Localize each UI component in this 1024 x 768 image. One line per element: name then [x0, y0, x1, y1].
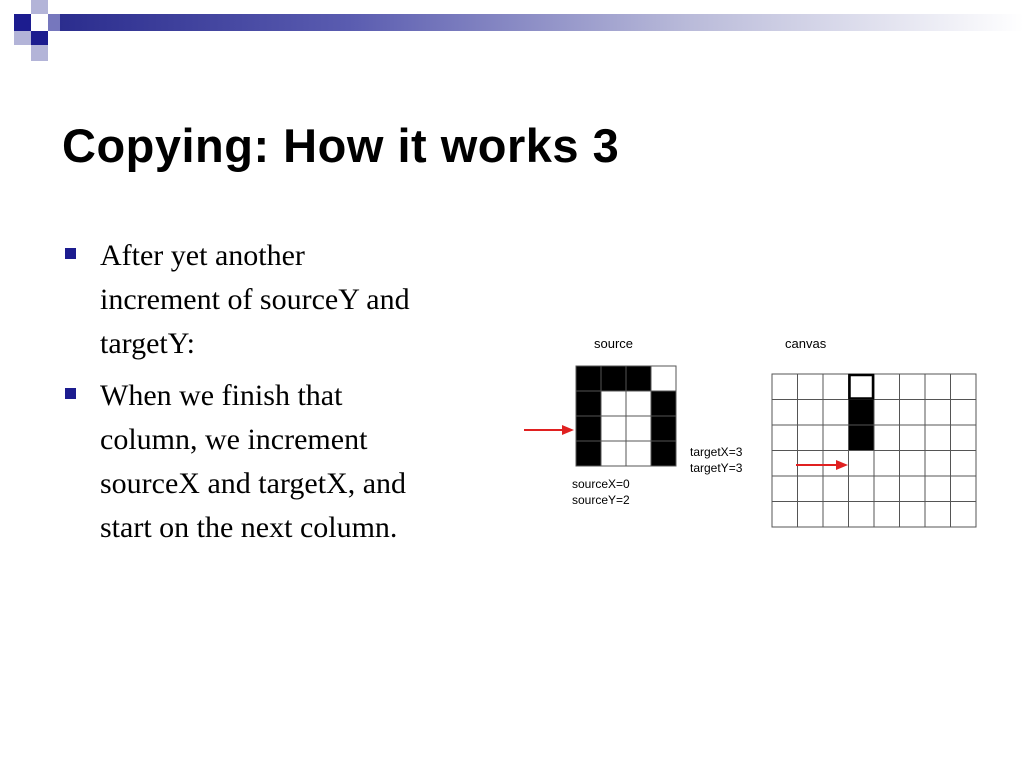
canvas-cell — [772, 502, 798, 528]
source-cell — [576, 366, 601, 391]
canvas-cell — [925, 451, 951, 477]
source-arrow-icon — [524, 425, 574, 435]
bullet-item — [64, 234, 504, 366]
canvas-cell — [874, 476, 900, 502]
canvas-cell — [951, 425, 977, 451]
target-y-label: targetY=3 — [690, 461, 743, 475]
canvas-cell — [925, 374, 951, 400]
canvas-cell — [951, 451, 977, 477]
source-cell — [601, 366, 626, 391]
corner-square — [31, 0, 48, 14]
canvas-cell — [900, 502, 926, 528]
source-cell — [651, 441, 676, 466]
canvas-cell — [874, 374, 900, 400]
canvas-cell — [772, 400, 798, 426]
canvas-cell — [798, 451, 824, 477]
canvas-cell — [925, 400, 951, 426]
canvas-cell — [772, 374, 798, 400]
corner-square — [48, 14, 60, 31]
canvas-cell — [849, 476, 875, 502]
canvas-cell — [823, 476, 849, 502]
source-grid — [576, 366, 676, 466]
corner-square — [31, 14, 48, 31]
canvas-cell — [900, 400, 926, 426]
canvas-cell — [900, 374, 926, 400]
corner-square — [14, 31, 31, 45]
canvas-cell — [900, 425, 926, 451]
canvas-cell — [772, 451, 798, 477]
canvas-cell — [874, 451, 900, 477]
source-cell — [576, 416, 601, 441]
copy-diagram — [518, 330, 988, 540]
canvas-cell — [874, 400, 900, 426]
canvas-cell — [798, 502, 824, 528]
canvas-cell — [823, 374, 849, 400]
source-x-label: sourceX=0 — [572, 477, 630, 491]
square-bullet-icon — [65, 248, 76, 259]
canvas-cell — [900, 476, 926, 502]
header-band — [60, 14, 1024, 31]
canvas-cell — [849, 400, 875, 426]
canvas-cell — [925, 425, 951, 451]
canvas-cell — [849, 502, 875, 528]
corner-square — [48, 0, 60, 14]
canvas-cell — [823, 451, 849, 477]
source-cell — [651, 416, 676, 441]
canvas-cell — [798, 425, 824, 451]
source-y-label: sourceY=2 — [572, 493, 630, 507]
canvas-cell — [951, 502, 977, 528]
canvas-cell — [823, 502, 849, 528]
source-label: source — [594, 336, 634, 351]
canvas-cell — [849, 451, 875, 477]
canvas-label: canvas — [785, 336, 827, 351]
source-cell — [601, 441, 626, 466]
source-cell — [651, 366, 676, 391]
source-cell — [626, 441, 651, 466]
source-cell — [601, 391, 626, 416]
corner-square — [31, 31, 48, 45]
source-cell — [626, 366, 651, 391]
canvas-cell — [849, 374, 875, 400]
canvas-cell — [900, 451, 926, 477]
canvas-cell — [798, 400, 824, 426]
source-cell — [601, 416, 626, 441]
slide-title: Copying: How it works 3 — [62, 119, 620, 172]
source-cell — [626, 416, 651, 441]
source-cell — [576, 391, 601, 416]
canvas-cell — [798, 374, 824, 400]
bullet-item — [64, 374, 504, 550]
canvas-cell — [874, 502, 900, 528]
canvas-cell — [951, 400, 977, 426]
square-bullet-icon — [65, 388, 76, 399]
corner-square — [31, 45, 48, 61]
bullet-text: After yet another increment of sourceY and targetY: — [100, 239, 410, 360]
canvas-cell — [925, 502, 951, 528]
canvas-cell — [925, 476, 951, 502]
bullet-list — [64, 234, 504, 558]
canvas-cell — [823, 425, 849, 451]
bullet-text: When we finish that column, we increment sourceX and targetX, and start on the next column. — [100, 379, 407, 544]
canvas-cell — [823, 400, 849, 426]
canvas-cell — [798, 476, 824, 502]
source-cell — [576, 441, 601, 466]
source-cell — [626, 391, 651, 416]
canvas-cell — [772, 476, 798, 502]
corner-square — [14, 14, 31, 31]
canvas-cell — [951, 476, 977, 502]
canvas-cell — [772, 425, 798, 451]
canvas-cell — [874, 425, 900, 451]
source-cell — [651, 391, 676, 416]
canvas-cell — [951, 374, 977, 400]
canvas-grid — [772, 374, 976, 527]
target-x-label: targetX=3 — [690, 445, 743, 459]
canvas-cell — [849, 425, 875, 451]
